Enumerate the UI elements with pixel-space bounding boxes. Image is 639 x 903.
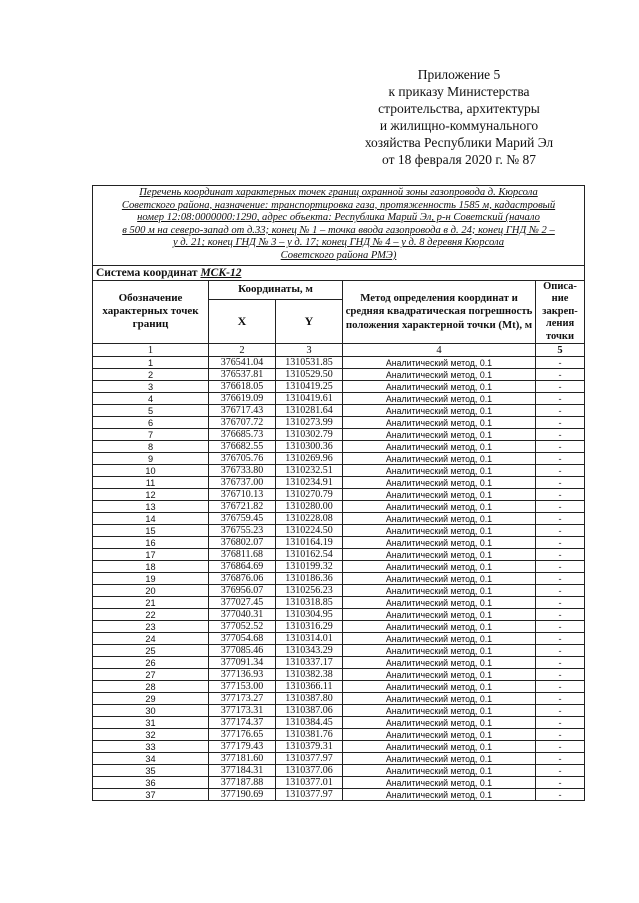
y-coordinate-cell: 1310531.85 [276, 357, 343, 369]
coordinate-system [93, 265, 585, 280]
method-cell: Аналитический метод, 0.1 [343, 441, 536, 453]
x-coordinate-cell: 376537.81 [209, 369, 276, 381]
method-cell: Аналитический метод, 0.1 [343, 597, 536, 609]
method-cell: Аналитический метод, 0.1 [343, 777, 536, 789]
description-line: Советского района, назначение: транспортировка газа, протяженность 1585 м, кадастровый [121, 199, 556, 211]
fixing-description-cell: - [536, 501, 585, 513]
y-coordinate-cell: 1310387.80 [276, 693, 343, 705]
y-coordinate-cell: 1310199.32 [276, 561, 343, 573]
y-coordinate-cell: 1310377.97 [276, 753, 343, 765]
y-coordinate-cell: 1310366.11 [276, 681, 343, 693]
method-cell: Аналитический метод, 0.1 [343, 501, 536, 513]
fixing-description-cell: - [536, 597, 585, 609]
method-cell: Аналитический метод, 0.1 [343, 789, 536, 801]
method-cell: Аналитический метод, 0.1 [343, 429, 536, 441]
y-coordinate-cell: 1310270.79 [276, 489, 343, 501]
table-row [93, 513, 585, 525]
table-row [93, 657, 585, 669]
point-number-cell: 30 [93, 705, 209, 717]
method-cell: Аналитический метод, 0.1 [343, 657, 536, 669]
table-row [93, 693, 585, 705]
x-coordinate-cell: 376618.05 [209, 381, 276, 393]
point-number-cell: 31 [93, 717, 209, 729]
point-number-cell: 14 [93, 513, 209, 525]
fixing-description-cell: - [536, 717, 585, 729]
fixing-description-cell: - [536, 453, 585, 465]
x-coordinate-cell: 377176.65 [209, 729, 276, 741]
method-cell: Аналитический метод, 0.1 [343, 357, 536, 369]
y-coordinate-cell: 1310419.25 [276, 381, 343, 393]
table-row [93, 465, 585, 477]
y-coordinate-cell: 1310232.51 [276, 465, 343, 477]
fixing-description-cell: - [536, 465, 585, 477]
x-coordinate-cell: 376682.55 [209, 441, 276, 453]
header-point: Обозначение характерных точек границ [93, 280, 209, 344]
fixing-description-cell: - [536, 369, 585, 381]
point-number-cell: 12 [93, 489, 209, 501]
point-number-cell: 5 [93, 405, 209, 417]
point-number-cell: 2 [93, 369, 209, 381]
table-row [93, 441, 585, 453]
table-row [93, 501, 585, 513]
point-number-cell: 28 [93, 681, 209, 693]
y-coordinate-cell: 1310419.61 [276, 393, 343, 405]
coordinate-system-value: МСК-12 [200, 266, 242, 279]
point-number-cell: 18 [93, 561, 209, 573]
x-coordinate-cell: 376737.00 [209, 477, 276, 489]
y-coordinate-cell: 1310280.00 [276, 501, 343, 513]
table-row [93, 741, 585, 753]
method-cell: Аналитический метод, 0.1 [343, 549, 536, 561]
table-row [93, 561, 585, 573]
y-coordinate-cell: 1310377.06 [276, 765, 343, 777]
x-coordinate-cell: 377179.43 [209, 741, 276, 753]
fixing-description-cell: - [536, 405, 585, 417]
table-row [93, 621, 585, 633]
table-row [93, 777, 585, 789]
x-coordinate-cell: 377173.31 [209, 705, 276, 717]
table-row [93, 549, 585, 561]
method-cell: Аналитический метод, 0.1 [343, 717, 536, 729]
table-row [93, 573, 585, 585]
point-number-cell: 1 [93, 357, 209, 369]
x-coordinate-cell: 377184.31 [209, 765, 276, 777]
fixing-description-cell: - [536, 561, 585, 573]
x-coordinate-cell: 377190.69 [209, 789, 276, 801]
point-number-cell: 22 [93, 609, 209, 621]
y-coordinate-cell: 1310273.99 [276, 417, 343, 429]
point-number-cell: 15 [93, 525, 209, 537]
x-coordinate-cell: 377040.31 [209, 609, 276, 621]
fixing-description-cell: - [536, 381, 585, 393]
table-row [93, 429, 585, 441]
header-x: X [209, 300, 276, 344]
column-number-row [93, 344, 585, 357]
method-cell: Аналитический метод, 0.1 [343, 573, 536, 585]
y-coordinate-cell: 1310234.91 [276, 477, 343, 489]
table-row [93, 729, 585, 741]
fixing-description-cell: - [536, 573, 585, 585]
x-coordinate-cell: 376755.23 [209, 525, 276, 537]
point-number-cell: 11 [93, 477, 209, 489]
method-cell: Аналитический метод, 0.1 [343, 645, 536, 657]
point-number-cell: 16 [93, 537, 209, 549]
point-number-cell: 24 [93, 633, 209, 645]
method-cell: Аналитический метод, 0.1 [343, 381, 536, 393]
method-cell: Аналитический метод, 0.1 [343, 393, 536, 405]
fixing-description-cell: - [536, 393, 585, 405]
x-coordinate-cell: 377136.93 [209, 669, 276, 681]
table-row [93, 489, 585, 501]
table-row [93, 609, 585, 621]
table-row [93, 405, 585, 417]
appendix-line: и жилищно-коммунального [379, 118, 539, 133]
table-row [93, 669, 585, 681]
table-row [93, 765, 585, 777]
x-coordinate-cell: 376717.43 [209, 405, 276, 417]
x-coordinate-cell: 376733.80 [209, 465, 276, 477]
x-coordinate-cell: 376619.09 [209, 393, 276, 405]
x-coordinate-cell: 376802.07 [209, 537, 276, 549]
table-row [93, 705, 585, 717]
table-row [93, 525, 585, 537]
fixing-description-cell: - [536, 789, 585, 801]
point-number-cell: 35 [93, 765, 209, 777]
appendix-header [330, 66, 588, 168]
method-cell: Аналитический метод, 0.1 [343, 525, 536, 537]
fixing-description-cell: - [536, 693, 585, 705]
table-row [93, 633, 585, 645]
y-coordinate-cell: 1310377.97 [276, 789, 343, 801]
x-coordinate-cell: 376759.45 [209, 513, 276, 525]
method-cell: Аналитический метод, 0.1 [343, 489, 536, 501]
table-row [93, 789, 585, 801]
fixing-description-cell: - [536, 585, 585, 597]
fixing-description-cell: - [536, 645, 585, 657]
header-description: Описа-ние закреп-ления точки [536, 280, 585, 344]
header-coordinates: Координаты, м [209, 280, 343, 299]
x-coordinate-cell: 377027.45 [209, 597, 276, 609]
y-coordinate-cell: 1310224.50 [276, 525, 343, 537]
method-cell: Аналитический метод, 0.1 [343, 585, 536, 597]
fixing-description-cell: - [536, 417, 585, 429]
method-cell: Аналитический метод, 0.1 [343, 681, 536, 693]
point-number-cell: 33 [93, 741, 209, 753]
fixing-description-cell: - [536, 621, 585, 633]
point-number-cell: 27 [93, 669, 209, 681]
table-row [93, 585, 585, 597]
y-coordinate-cell: 1310381.76 [276, 729, 343, 741]
y-coordinate-cell: 1310164.19 [276, 537, 343, 549]
fixing-description-cell: - [536, 549, 585, 561]
x-coordinate-cell: 376864.69 [209, 561, 276, 573]
fixing-description-cell: - [536, 765, 585, 777]
table-row [93, 537, 585, 549]
fixing-description-cell: - [536, 357, 585, 369]
method-cell: Аналитический метод, 0.1 [343, 741, 536, 753]
point-number-cell: 25 [93, 645, 209, 657]
y-coordinate-cell: 1310379.31 [276, 741, 343, 753]
y-coordinate-cell: 1310337.17 [276, 657, 343, 669]
coordinates-table [92, 185, 585, 801]
x-coordinate-cell: 377052.52 [209, 621, 276, 633]
fixing-description-cell: - [536, 729, 585, 741]
y-coordinate-cell: 1310387.06 [276, 705, 343, 717]
x-coordinate-cell: 376705.76 [209, 453, 276, 465]
point-number-cell: 26 [93, 657, 209, 669]
table-row [93, 417, 585, 429]
table-row [93, 357, 585, 369]
x-coordinate-cell: 377054.68 [209, 633, 276, 645]
appendix-line: от 18 февраля 2020 г. № 87 [382, 152, 536, 167]
x-coordinate-cell: 377091.34 [209, 657, 276, 669]
y-coordinate-cell: 1310281.64 [276, 405, 343, 417]
description-line: Советского района РМЭ) [280, 249, 397, 261]
method-cell: Аналитический метод, 0.1 [343, 405, 536, 417]
x-coordinate-cell: 376876.06 [209, 573, 276, 585]
method-cell: Аналитический метод, 0.1 [343, 693, 536, 705]
fixing-description-cell: - [536, 705, 585, 717]
y-coordinate-cell: 1310186.36 [276, 573, 343, 585]
x-coordinate-cell: 376956.07 [209, 585, 276, 597]
method-cell: Аналитический метод, 0.1 [343, 537, 536, 549]
point-number-cell: 6 [93, 417, 209, 429]
table-row [93, 393, 585, 405]
x-coordinate-cell: 376707.72 [209, 417, 276, 429]
column-number: 5 [536, 344, 585, 357]
appendix-line: строительства, архитектуры [378, 101, 540, 116]
fixing-description-cell: - [536, 489, 585, 501]
method-cell: Аналитический метод, 0.1 [343, 705, 536, 717]
column-number: 4 [343, 344, 536, 357]
fixing-description-cell: - [536, 633, 585, 645]
description-line: Перечень координат характерных точек границ охранной зоны газопровода д. Кюрсола [139, 187, 538, 198]
method-cell: Аналитический метод, 0.1 [343, 753, 536, 765]
table-row [93, 717, 585, 729]
fixing-description-cell: - [536, 525, 585, 537]
y-coordinate-cell: 1310318.85 [276, 597, 343, 609]
point-number-cell: 3 [93, 381, 209, 393]
table-description [93, 186, 585, 266]
description-line: номер 12:08:0000000:1290, адрес объекта: Республика Марий Эл, р-н Советский (начало [137, 212, 540, 224]
point-number-cell: 37 [93, 789, 209, 801]
fixing-description-cell: - [536, 609, 585, 621]
header-method: Метод определения координат и средняя квадратическая погрешность положения характерной точки (Mt), м [343, 280, 536, 344]
method-cell: Аналитический метод, 0.1 [343, 465, 536, 477]
method-cell: Аналитический метод, 0.1 [343, 609, 536, 621]
point-number-cell: 21 [93, 597, 209, 609]
table-row [93, 369, 585, 381]
point-number-cell: 34 [93, 753, 209, 765]
method-cell: Аналитический метод, 0.1 [343, 561, 536, 573]
point-number-cell: 23 [93, 621, 209, 633]
coordinate-system-label: Система координат [96, 266, 201, 279]
y-coordinate-cell: 1310382.38 [276, 669, 343, 681]
description-line: в 500 м на северо-запад от д.33; конец № 1 – точка ввода газопровода в д. 24; конец ГНД № 2 – [122, 224, 555, 236]
y-coordinate-cell: 1310256.23 [276, 585, 343, 597]
x-coordinate-cell: 377153.00 [209, 681, 276, 693]
method-cell: Аналитический метод, 0.1 [343, 369, 536, 381]
x-coordinate-cell: 376710.13 [209, 489, 276, 501]
x-coordinate-cell: 376721.82 [209, 501, 276, 513]
x-coordinate-cell: 377181.60 [209, 753, 276, 765]
y-coordinate-cell: 1310384.45 [276, 717, 343, 729]
fixing-description-cell: - [536, 441, 585, 453]
table-row [93, 477, 585, 489]
point-number-cell: 8 [93, 441, 209, 453]
column-number: 1 [93, 344, 209, 357]
method-cell: Аналитический метод, 0.1 [343, 453, 536, 465]
x-coordinate-cell: 377174.37 [209, 717, 276, 729]
point-number-cell: 17 [93, 549, 209, 561]
fixing-description-cell: - [536, 741, 585, 753]
point-number-cell: 7 [93, 429, 209, 441]
column-number: 2 [209, 344, 276, 357]
method-cell: Аналитический метод, 0.1 [343, 621, 536, 633]
x-coordinate-cell: 377085.46 [209, 645, 276, 657]
x-coordinate-cell: 376811.68 [209, 549, 276, 561]
y-coordinate-cell: 1310314.01 [276, 633, 343, 645]
point-number-cell: 36 [93, 777, 209, 789]
method-cell: Аналитический метод, 0.1 [343, 765, 536, 777]
y-coordinate-cell: 1310377.01 [276, 777, 343, 789]
table-row [93, 681, 585, 693]
description-line: у д. 21; конец ГНД № 3 – у д. 17; конец ГНД № 4 – у д. 8 деревня Кюрсола [172, 237, 505, 249]
method-cell: Аналитический метод, 0.1 [343, 633, 536, 645]
point-number-cell: 13 [93, 501, 209, 513]
fixing-description-cell: - [536, 477, 585, 489]
fixing-description-cell: - [536, 669, 585, 681]
point-number-cell: 19 [93, 573, 209, 585]
fixing-description-cell: - [536, 537, 585, 549]
fixing-description-cell: - [536, 513, 585, 525]
fixing-description-cell: - [536, 429, 585, 441]
point-number-cell: 10 [93, 465, 209, 477]
y-coordinate-cell: 1310316.29 [276, 621, 343, 633]
y-coordinate-cell: 1310162.54 [276, 549, 343, 561]
method-cell: Аналитический метод, 0.1 [343, 729, 536, 741]
point-number-cell: 29 [93, 693, 209, 705]
y-coordinate-cell: 1310300.36 [276, 441, 343, 453]
x-coordinate-cell: 377173.27 [209, 693, 276, 705]
point-number-cell: 32 [93, 729, 209, 741]
table-row [93, 753, 585, 765]
method-cell: Аналитический метод, 0.1 [343, 477, 536, 489]
method-cell: Аналитический метод, 0.1 [343, 417, 536, 429]
y-coordinate-cell: 1310304.95 [276, 609, 343, 621]
y-coordinate-cell: 1310343.29 [276, 645, 343, 657]
point-number-cell: 4 [93, 393, 209, 405]
y-coordinate-cell: 1310529.50 [276, 369, 343, 381]
fixing-description-cell: - [536, 753, 585, 765]
fixing-description-cell: - [536, 681, 585, 693]
method-cell: Аналитический метод, 0.1 [343, 669, 536, 681]
x-coordinate-cell: 376685.73 [209, 429, 276, 441]
appendix-line: хозяйства Республики Марий Эл [364, 135, 554, 150]
table-row [93, 381, 585, 393]
fixing-description-cell: - [536, 777, 585, 789]
appendix-line: Приложение 5 [417, 67, 501, 82]
point-number-cell: 9 [93, 453, 209, 465]
appendix-line: к приказу Министерства [388, 84, 530, 99]
fixing-description-cell: - [536, 657, 585, 669]
y-coordinate-cell: 1310269.96 [276, 453, 343, 465]
x-coordinate-cell: 377187.88 [209, 777, 276, 789]
column-number: 3 [276, 344, 343, 357]
method-cell: Аналитический метод, 0.1 [343, 513, 536, 525]
table-row [93, 597, 585, 609]
x-coordinate-cell: 376541.04 [209, 357, 276, 369]
table-row [93, 645, 585, 657]
y-coordinate-cell: 1310302.79 [276, 429, 343, 441]
table-row [93, 453, 585, 465]
y-coordinate-cell: 1310228.08 [276, 513, 343, 525]
header-y: Y [276, 300, 343, 344]
point-number-cell: 20 [93, 585, 209, 597]
